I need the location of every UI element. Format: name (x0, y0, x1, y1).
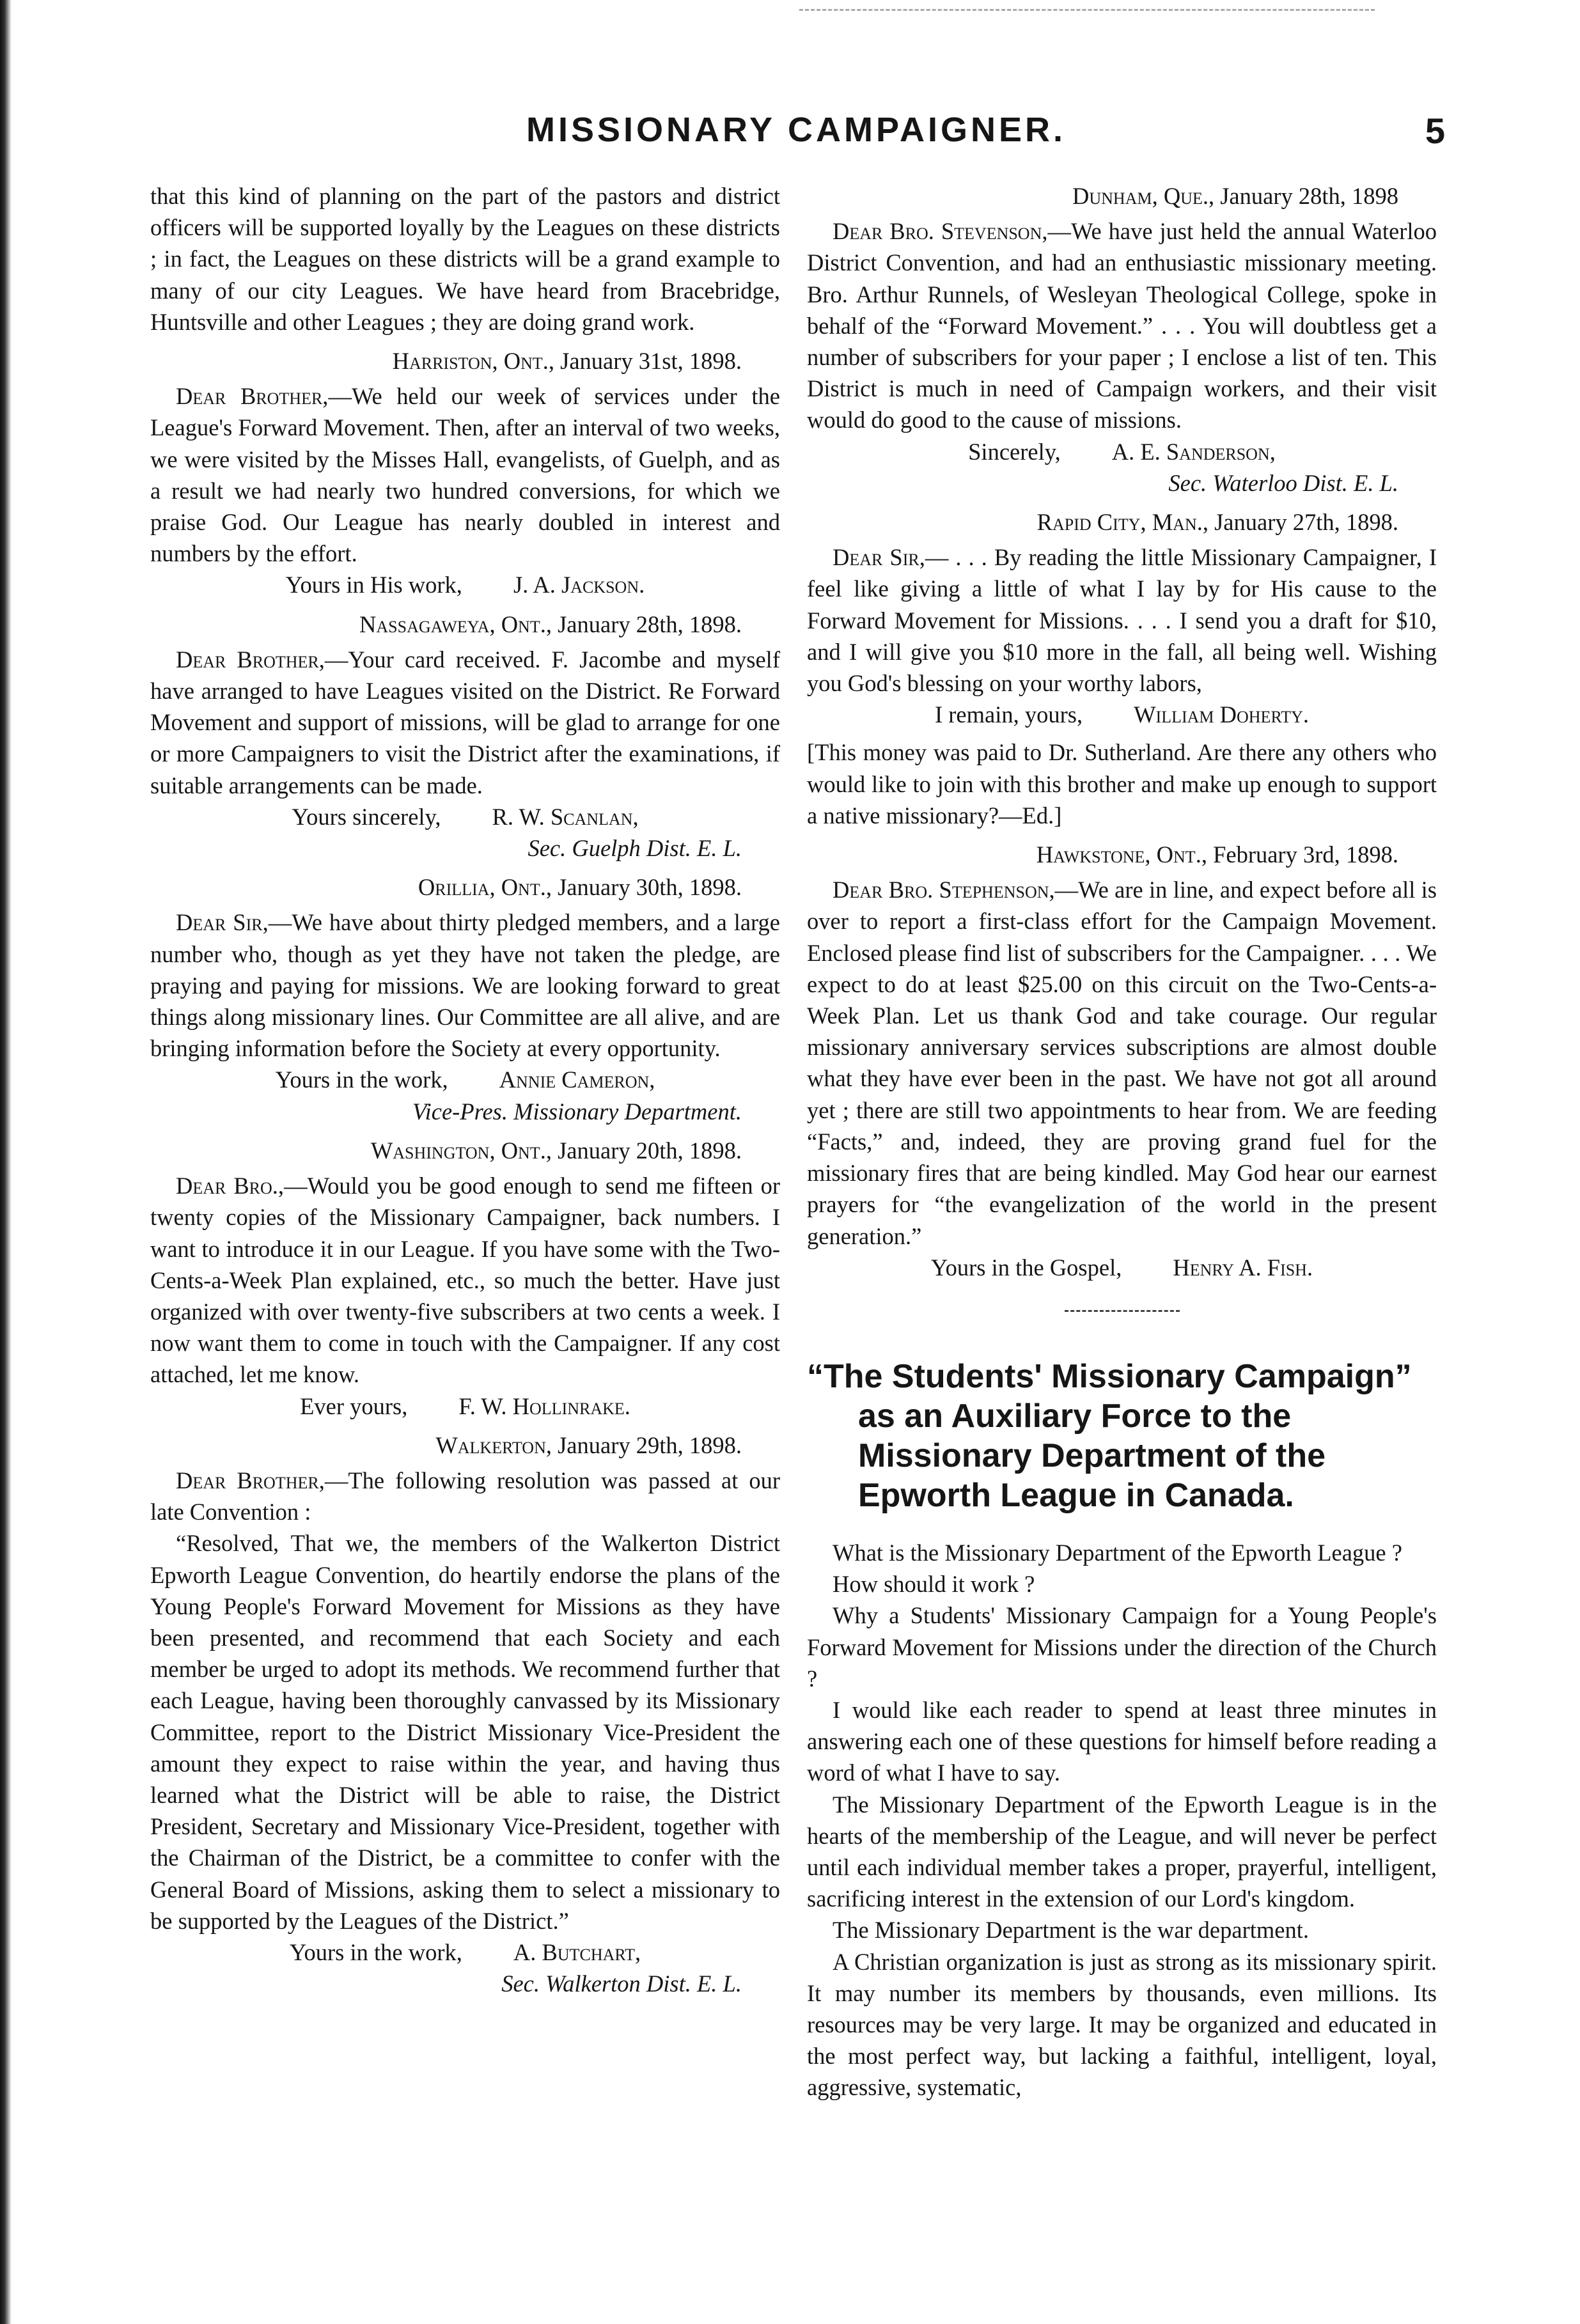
letter-signature: A. Butchart, (513, 1938, 641, 1965)
article-paragraph: What is the Missionary Department of the Epworth League ? (833, 1539, 1402, 1566)
editor-note: [This money was paid to Dr. Sutherland. Are there any others who would like to join with this brother and make up enough to support a native missionary?—Ed.] (807, 739, 1437, 829)
letter-date: January 29th, 1898. (558, 1431, 742, 1458)
letter-closing: Sincerely, (968, 438, 1061, 465)
top-edge-marks (799, 9, 1375, 13)
article-paragraph: The Missionary Department is the war department. (833, 1917, 1309, 1944)
letter-place: Hawkstone, Ont., (1036, 841, 1207, 868)
letter-sig-title: Sec. Waterloo Dist. E. L. (1168, 469, 1398, 496)
letter-sig-title: Sec. Guelph Dist. E. L. (528, 835, 742, 862)
letter-salutation: Dear Brother, (176, 646, 325, 673)
right-column (807, 180, 1437, 2103)
letter-sig-title: Sec. Walkerton Dist. E. L. (501, 1970, 742, 1997)
running-header (147, 110, 1445, 168)
left-column (150, 180, 780, 1999)
article-paragraph: Why a Students' Missionary Campaign for a Young People's Forward Movement for Missions under the direction of the Church ? (807, 1602, 1437, 1692)
letter-harriston (150, 345, 780, 601)
letter-signature: R. W. Scanlan, (492, 803, 639, 830)
letter-closing: Ever yours, (300, 1392, 408, 1419)
letter-salutation: Dear Brother, (176, 383, 329, 410)
intro-paragraph: that this kind of planning on the part of the pastors and district officers will be supported loyally by the Leagues on these districts ; in fact, the Leagues on these districts will be a grand example to many of our city Leagues. We have heard from Bracebridge, Huntsville and other Leagues ; they are doing grand work. (150, 183, 780, 335)
letter-date: January 28th, 1898 (1220, 183, 1398, 209)
letter-closing: Yours in the Gospel, (930, 1254, 1122, 1281)
letter-nassagaweya (150, 609, 780, 864)
letter-date: February 3rd, 1898. (1213, 841, 1398, 868)
letter-salutation: Dear Bro. Stevenson, (833, 218, 1048, 245)
article-body (807, 1537, 1437, 2103)
letter-date: January 31st, 1898. (560, 348, 742, 375)
letter-body: —We have about thirty pledged members, and a large number who, though as yet they have not taken the pledge, are praying and paying for missions. We are looking forward to great things along missionary lines. Our Committee are all alive, and are bringing information before the Society at every opportunity. (150, 909, 780, 1062)
article-paragraph: How should it work ? (833, 1571, 1035, 1598)
letter-signature: Henry A. Fish. (1173, 1254, 1313, 1281)
letter-body: —We are in line, and expect before all is over to report a first-class effort for the Campaign Movement. Enclosed please find list of subscribers for the Campaigner. . . . We expect to do at least $25.00 on this circuit on the Two-Cents-a-Week Plan. Let us thank God and take courage. Our regular missionary anniversary services subscriptions are almost double what they have ever been in the past. We have not got all around yet ; there are still two appointments to hear from. We are feeding “Facts,” and, indeed, they are proving grand fuel for the missionary fires that are being kindled. May God hear our earnest prayers for “the evangelization of the world in the present generation.” (807, 877, 1437, 1249)
letter-place: Orillia, Ont., (418, 874, 552, 901)
letter-signature: Annie Cameron, (499, 1066, 655, 1093)
page-number: 5 (1425, 111, 1445, 151)
letter-date: January 27th, 1898. (1214, 509, 1398, 536)
letter-date: January 28th, 1898. (558, 611, 742, 637)
running-title: MISSIONARY CAMPAIGNER. (526, 111, 1067, 149)
letter-signature: William Doherty. (1134, 701, 1310, 728)
letter-place: Harriston, Ont., (392, 348, 555, 375)
letter-closing: I remain, yours, (934, 701, 1083, 728)
letter-washington (150, 1135, 780, 1422)
letter-body: —Would you be good enough to send me fifteen or twenty copies of the Missionary Campaigner, back numbers. I want to introduce it in our League. If you have some with the Two-Cents-a-Week Plan explained, etc., so much the better. Have just organized with over twenty-five subscribers at two cents a week. I now want them to come in touch with the Campaigner. If any cost attached, let me know. (150, 1173, 780, 1388)
letter-salutation: Dear Bro., (176, 1173, 285, 1199)
letter-signature: A. E. Sanderson, (1111, 438, 1276, 465)
section-divider (1065, 1310, 1180, 1312)
letter-walkerton (150, 1430, 780, 2000)
letter-body: — . . . By reading the little Missionary Campaigner, I feel like giving a little of what I lay by for His cause to the Forward Movement for Missions. . . . I send you a draft for $10, and I will give you $10 more in the fall, all being well. Wishing you God's blessing on your worthy labors, (807, 544, 1437, 697)
letter-hawkstone (807, 839, 1437, 1283)
letter-body: —The following resolution was passed at our late Convention : (150, 1467, 780, 1525)
letter-body: —We held our week of services under the League's Forward Movement. Then, after an interval of two weeks, we were visited by the Misses Hall, evangelists, of Guelph, and as a result we had nearly two hundred conversions, for which we praise God. Our League has nearly doubled in interest and numbers by the effort. (150, 383, 780, 567)
letter-date: January 20th, 1898. (558, 1137, 742, 1164)
letter-salutation: Dear Sir, (176, 909, 269, 936)
letter-signature: J. A. Jackson. (513, 572, 645, 598)
article-paragraph: The Missionary Department of the Epworth League is in the hearts of the membership of the League, and will never be perfect until each individual member takes a proper, prayerful, intelligent, sacrificing interest in the extension of our Lord's kingdom. (807, 1791, 1437, 1912)
letter-signature: F. W. Hollinrake. (458, 1392, 630, 1419)
letter-place: Washington, Ont., (370, 1137, 552, 1164)
letter-salutation: Dear Brother, (176, 1467, 325, 1493)
letter-closing: Yours in the work, (275, 1066, 448, 1093)
letter-place: Rapid City, Man., (1036, 509, 1208, 536)
letter-dunham (807, 180, 1437, 499)
letter-salutation: Dear Bro. Stephenson, (833, 877, 1055, 903)
letter-rapid-city (807, 506, 1437, 730)
letter-closing: Yours in His work, (285, 572, 462, 598)
letter-place: Dunham, Que., (1072, 183, 1215, 209)
letter-closing: Yours sincerely, (292, 803, 441, 830)
article-paragraph: I would like each reader to spend at least three minutes in answering each one of these questions for himself before reading a word of what I have to say. (807, 1696, 1437, 1786)
letter-body: —We have just held the annual Waterloo District Convention, and had an enthusiastic missionary meeting. Bro. Arthur Runnels, of Wesleyan Theological College, spoke in behalf of the “Forward Movement.” . . . You will doubtless get a number of subscribers for your paper ; I enclose a list of ten. This District is much in need of Campaign workers, and their visit would do good to the cause of missions. (807, 218, 1437, 433)
letter-orillia (150, 871, 780, 1127)
binding-edge (0, 0, 12, 2324)
letter-date: January 30th, 1898. (558, 874, 742, 901)
letter-place: Nassagaweya, Ont., (359, 611, 552, 637)
letter-sig-title: Vice-Pres. Missionary Department. (412, 1098, 742, 1125)
article-title: “The Students' Missionary Campaign” as an Auxiliary Force to the Missionary Department of the Epworth League in Canada. (807, 1357, 1412, 1514)
letter-place: Walkerton, (435, 1431, 552, 1458)
letter-closing: Yours in the work, (289, 1938, 462, 1965)
letter-body: —Your card received. F. Jacombe and myself have arranged to have Leagues visited on the District. Re Forward Movement and support of missions, will be glad to arrange for one or more Campaigners to visit the District after the examinations, if suitable arrangements can be made. (150, 646, 780, 799)
letter-salutation: Dear Sir, (833, 544, 925, 571)
resolution-text: “Resolved, That we, the members of the Walkerton District Epworth League Convention, do heartily endorse the plans of the Young People's Forward Movement for Missions as they have been presented, and recommend that each Society and each member be urged to adopt its methods. We recommend further that each League, having been thoroughly canvassed by its Missionary Committee, report to the District Missionary Vice-President the amount they expect to raise within the year, and having thus learned what the District will be able to raise, the District President, Secretary and Missionary Vice-President, together with the Chairman of the District, be a committee to confer with the General Board of Missions, asking them to select a missionary to be supported by the Leagues of the District.” (150, 1530, 780, 1934)
article-paragraph: A Christian organization is just as strong as its missionary spirit. It may number its members by thousands, even millions. Its resources may be very large. It may be organized and educated in the most perfect way, but lacking a faithful, intelligent, loyal, aggressive, systematic, (807, 1948, 1437, 2101)
